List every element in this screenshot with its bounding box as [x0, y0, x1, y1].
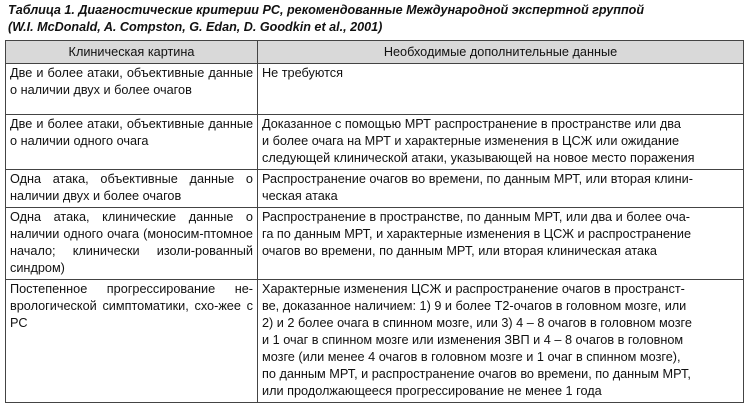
- additional-data-cell: [258, 208, 744, 280]
- cell-line: Распространение в пространстве, по данным МРТ, или два и более оча-: [262, 210, 691, 224]
- cell-line: Доказанное с помощью МРТ распространение в пространстве или два: [262, 117, 681, 131]
- clinical-picture-cell: Две и более атаки, объективные данные о наличии двух и более очагов: [6, 64, 258, 115]
- cell-line: и 1 очаг в спинном мозге или изменения ЗВП и 4 – 8 очагов в головном: [262, 333, 684, 347]
- table-row: [6, 280, 744, 403]
- cell-line: Характерные изменения ЦСЖ и распространение очагов в пространст-: [262, 282, 685, 296]
- table-row: [6, 208, 744, 280]
- cell-line: Не требуются: [262, 66, 343, 80]
- additional-data-cell: [258, 170, 744, 208]
- additional-data-cell: [258, 280, 744, 403]
- clinical-picture-cell: Две и более атаки, объективные данные о наличии одного очага: [6, 115, 258, 170]
- additional-data-cell: [258, 115, 744, 170]
- clinical-picture-cell: Одна атака, объективные данные о наличии двух и более очагов: [6, 170, 258, 208]
- additional-data-cell: [258, 64, 744, 115]
- cell-line: и более очага на МРТ и характерные изменения в ЦСЖ или ожидание: [262, 134, 680, 148]
- cell-line: ческая атака: [262, 189, 338, 203]
- diagnostic-criteria-table: [5, 40, 744, 403]
- table-header-row: [6, 41, 744, 64]
- cell-line: ве, доказанное наличием: 1) 9 и более Т2-очагов в головном мозге, или: [262, 299, 687, 313]
- cell-line: или продолжающееся прогрессирование не менее 1 года: [262, 384, 602, 398]
- cell-line: мозге (или менее 4 очагов в головном мозге и 1 очаг в спинном мозге),: [262, 350, 681, 364]
- column-header-clinical: Клиническая картина: [6, 41, 258, 64]
- cell-line: очагов во времени, по данным МРТ, или вторая клиническая атака: [262, 244, 657, 258]
- table-row: [6, 170, 744, 208]
- clinical-picture-cell: Одна атака, клинические данные о наличии одного очага (моносим-птомное начало; клинически изоли-рованный синдром): [6, 208, 258, 280]
- table-caption: [8, 2, 744, 36]
- cell-line: Распространение очагов во времени, по данным МРТ, или вторая клини-: [262, 172, 693, 186]
- cell-line: следующей клинической атаки, указывающей на новое место поражения: [262, 151, 695, 165]
- table-row: [6, 115, 744, 170]
- column-header-additional-data: Необходимые дополнительные данные: [258, 41, 744, 64]
- cell-line: по данным МРТ, и распространение очагов во времени, по данным МРТ,: [262, 367, 691, 381]
- cell-line: га по данным МРТ, и характерные изменения в ЦСЖ и распространение: [262, 227, 692, 241]
- caption-title: Таблица 1. Диагностические критерии РС, рекомендованные Международной экспертной группой: [8, 3, 645, 17]
- table-row: [6, 64, 744, 115]
- cell-line: 2) и 2 более очага в спинном мозге, или 3) 4 – 8 очагов в головном мозге: [262, 316, 692, 330]
- caption-authors: (W.I. McDonald, A. Compston, G. Edan, D. Goodkin et al., 2001): [8, 20, 383, 34]
- clinical-picture-cell: Постепенное прогрессирование не-врологической симптоматики, схо-жее с РС: [6, 280, 258, 403]
